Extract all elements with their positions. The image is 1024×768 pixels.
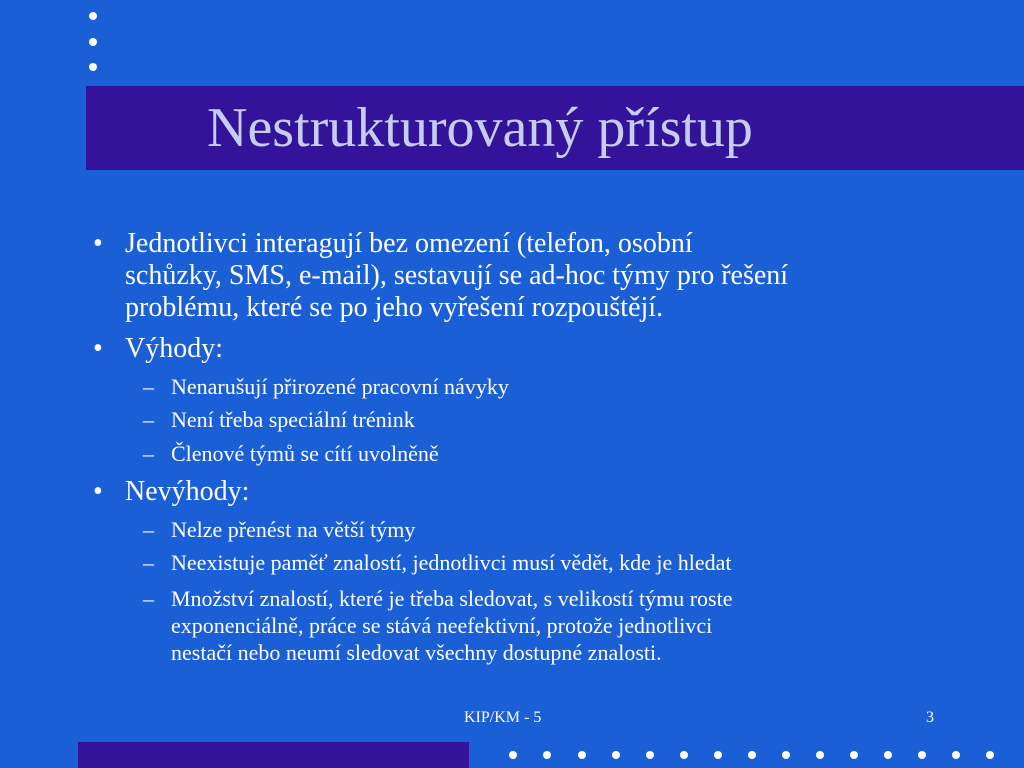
sub-bullet-text: Neexistuje paměť znalostí, jednotlivci musí vědět, kde je hledat <box>171 550 732 575</box>
bullet-glyph: • <box>93 228 103 259</box>
decor-dot <box>850 751 858 759</box>
bullet-line: Jednotlivci interagují bez omezení (telefon, osobní <box>125 228 693 259</box>
bullet-text: Výhody: <box>125 333 223 364</box>
sub-bullet-text: Není třeba speciální trénink <box>171 407 415 432</box>
sub-bullet-glyph: – <box>143 586 154 611</box>
decor-dot <box>543 751 551 759</box>
decor-dot <box>782 751 790 759</box>
decor-dot <box>646 751 654 759</box>
decor-dot <box>714 751 722 759</box>
sub-bullet-item <box>143 516 931 543</box>
bullet-line: problému, které se po jeho vyřešení rozpouštějí. <box>125 292 664 323</box>
decor-dot <box>918 751 926 759</box>
bullet-text: Nevýhody: <box>125 476 250 507</box>
decor-dot <box>952 751 960 759</box>
sub-bullet-line: Množství znalostí, které je třeba sledovat, s velikostí týmu roste <box>171 586 733 611</box>
sub-bullet-item <box>143 406 931 433</box>
sub-bullet-text: Nelze přenést na větší týmy <box>171 517 416 542</box>
sub-bullet-text: Nenarušují přirozené pracovní návyky <box>171 374 509 399</box>
decor-dot <box>884 751 892 759</box>
footer-bar <box>78 742 469 768</box>
bullet-glyph: • <box>93 476 103 507</box>
sub-bullet-line: exponenciálně, práce se stává neefektivní, protože jednotlivci <box>171 613 713 638</box>
bullet-line: schůzky, SMS, e-mail), sestavují se ad-hoc týmy pro řešení <box>125 260 789 291</box>
sub-bullet-glyph: – <box>143 550 154 575</box>
decor-dot <box>509 751 517 759</box>
sub-bullet-item <box>143 440 931 467</box>
sub-bullet-glyph: – <box>143 517 154 542</box>
sub-bullet-glyph: – <box>143 441 154 466</box>
bullet-item <box>93 228 965 324</box>
sub-bullet-glyph: – <box>143 407 154 432</box>
footer-label: KIP/KM - 5 <box>464 709 542 726</box>
bullet-item <box>93 333 965 365</box>
sub-bullet-text: Členové týmů se cítí uvolněně <box>171 441 439 466</box>
decor-dot <box>612 751 620 759</box>
decor-dot <box>986 751 994 759</box>
page-number: 3 <box>926 709 934 726</box>
decor-dot <box>680 751 688 759</box>
decor-dot <box>816 751 824 759</box>
decor-dot <box>578 751 586 759</box>
slide-title: Nestrukturovaný přístup <box>207 97 753 159</box>
bullet-glyph: • <box>93 333 103 364</box>
decor-dot <box>748 751 756 759</box>
sub-bullet-item <box>143 585 931 666</box>
sub-bullet-item <box>143 549 931 576</box>
sub-bullet-item <box>143 373 931 400</box>
sub-bullet-glyph: – <box>143 374 154 399</box>
bullet-item <box>93 476 965 508</box>
sub-bullet-line: nestačí nebo neumí sledovat všechny dostupné znalosti. <box>171 640 662 665</box>
